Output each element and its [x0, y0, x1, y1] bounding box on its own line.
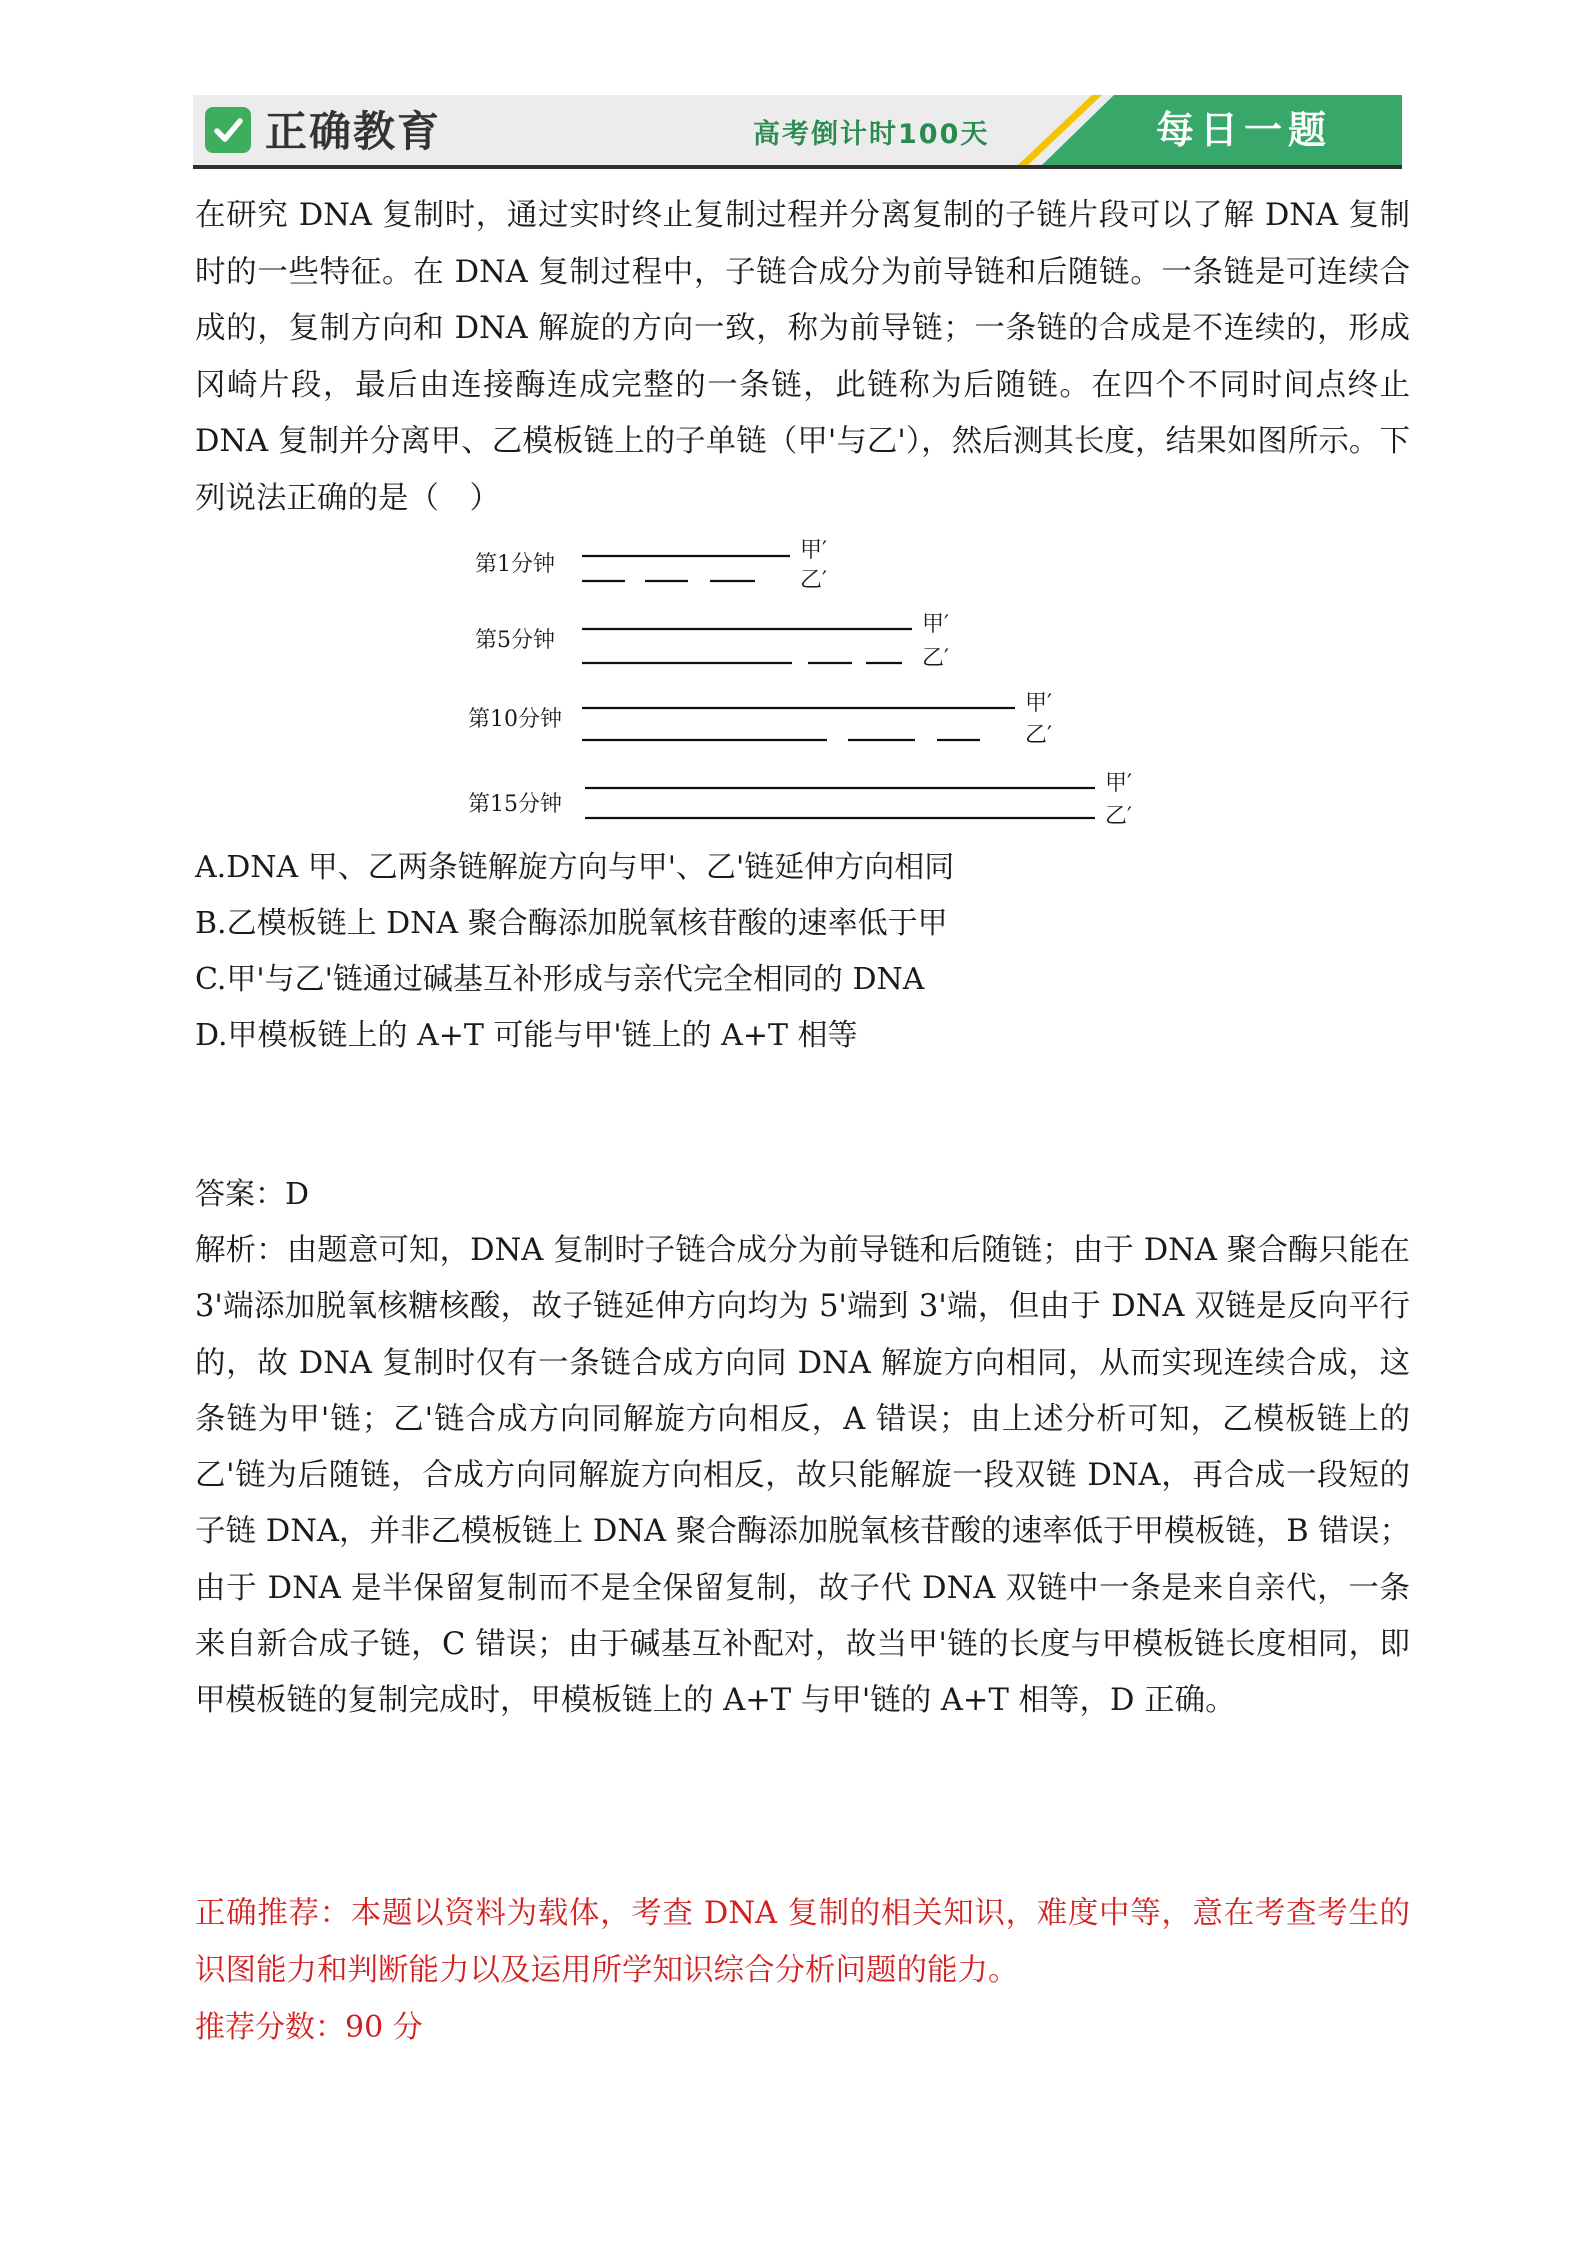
label-yi-2: 乙′ [922, 646, 949, 671]
option-b: B.乙模板链上 DNA 聚合酶添加脱氧核苷酸的速率低于甲 [195, 906, 948, 941]
checkmark-icon [205, 107, 251, 153]
label-jia-3: 甲′ [1025, 691, 1052, 716]
recommendation-text: 正确推荐：本题以资料为载体，考查 DNA 复制的相关知识，难度中等，意在考查考生的识图能力和判断能力以及运用所学知识综合分析问题的能力。 [195, 1896, 1410, 1988]
time-label-2: 第5分钟 [475, 628, 555, 653]
daily-label: 每日一题 [1155, 108, 1332, 152]
answer: 答案：D [195, 1177, 310, 1212]
time-label-3: 第10分钟 [468, 707, 562, 732]
option-d: D.甲模板链上的 A+T 可能与甲'链上的 A+T 相等 [195, 1018, 858, 1053]
option-c: C.甲'与乙'链通过碱基互补形成与亲代完全相同的 DNA [195, 962, 925, 997]
label-yi-1: 乙′ [800, 568, 827, 593]
label-yi-4: 乙′ [1105, 804, 1132, 829]
analysis: 解析：由题意可知，DNA 复制时子链合成分为前导链和后随链；由于 DNA 聚合酶只能在 3'端添加脱氧核糖核酸，故子链延伸方向均为 5'端到 3'端，但由于 DNA 双链是反向平行的，故 DNA 复制时仅有一条链合成方向同 DNA 解旋方向相同，从而实现连续合成，这条链为甲'链；乙'链合成方向同解旋方向相反，A 错误；由上述分析可知，乙模板链上的乙'链为后随链，合成方向同解旋方向相反，故只能解旋一段双链 DNA，再合成一段短的子链 DNA，并非乙模板链上 DNA 聚合酶添加脱氧核苷酸的速率低于甲模板链，B 错误；由于 DNA 是半保留复制而不是全保留复制，故子代 DNA 双链中一条是来自亲代，一条来自新合成子链，C 错误；由于碱基互补配对，故当甲'链的长度与甲模板链长度相同，即甲模板链的复制完成时，甲模板链上的 A+T 与甲'链的 A+T 相等，D 正确。 [195, 1233, 1410, 1719]
replication-figure [460, 525, 1160, 835]
label-jia-1: 甲′ [800, 538, 827, 563]
time-label-4: 第15分钟 [468, 792, 562, 817]
header-banner [193, 95, 1402, 169]
countdown-text: 高考倒计时100天 [753, 119, 990, 150]
option-a: A.DNA 甲、乙两条链解旋方向与甲'、乙'链延伸方向相同 [195, 850, 955, 885]
brand-name: 正确教育 [265, 107, 442, 156]
question-stem: 在研究 DNA 复制时，通过实时终止复制过程并分离复制的子链片段可以了解 DNA 复制时的一些特征。在 DNA 复制过程中，子链合成分为前导链和后随链。一条链是可连续合成的，复制方向和 DNA 解旋的方向一致，称为前导链；一条链的合成是不连续的，形成冈崎片段，最后由连接酶连成完整的一条链，此链称为后随链。在四个不同时间点终止 DNA 复制并分离甲、乙模板链上的子单链（甲'与乙'），然后测其长度，结果如图所示。下列说法正确的是（ ） [195, 198, 1410, 516]
header-divider [193, 165, 1402, 169]
label-jia-2: 甲′ [922, 612, 949, 637]
label-yi-3: 乙′ [1025, 723, 1052, 748]
recommendation-score: 推荐分数：90 分 [195, 2010, 423, 2045]
time-label-1: 第1分钟 [475, 552, 555, 577]
label-jia-4: 甲′ [1105, 771, 1132, 796]
